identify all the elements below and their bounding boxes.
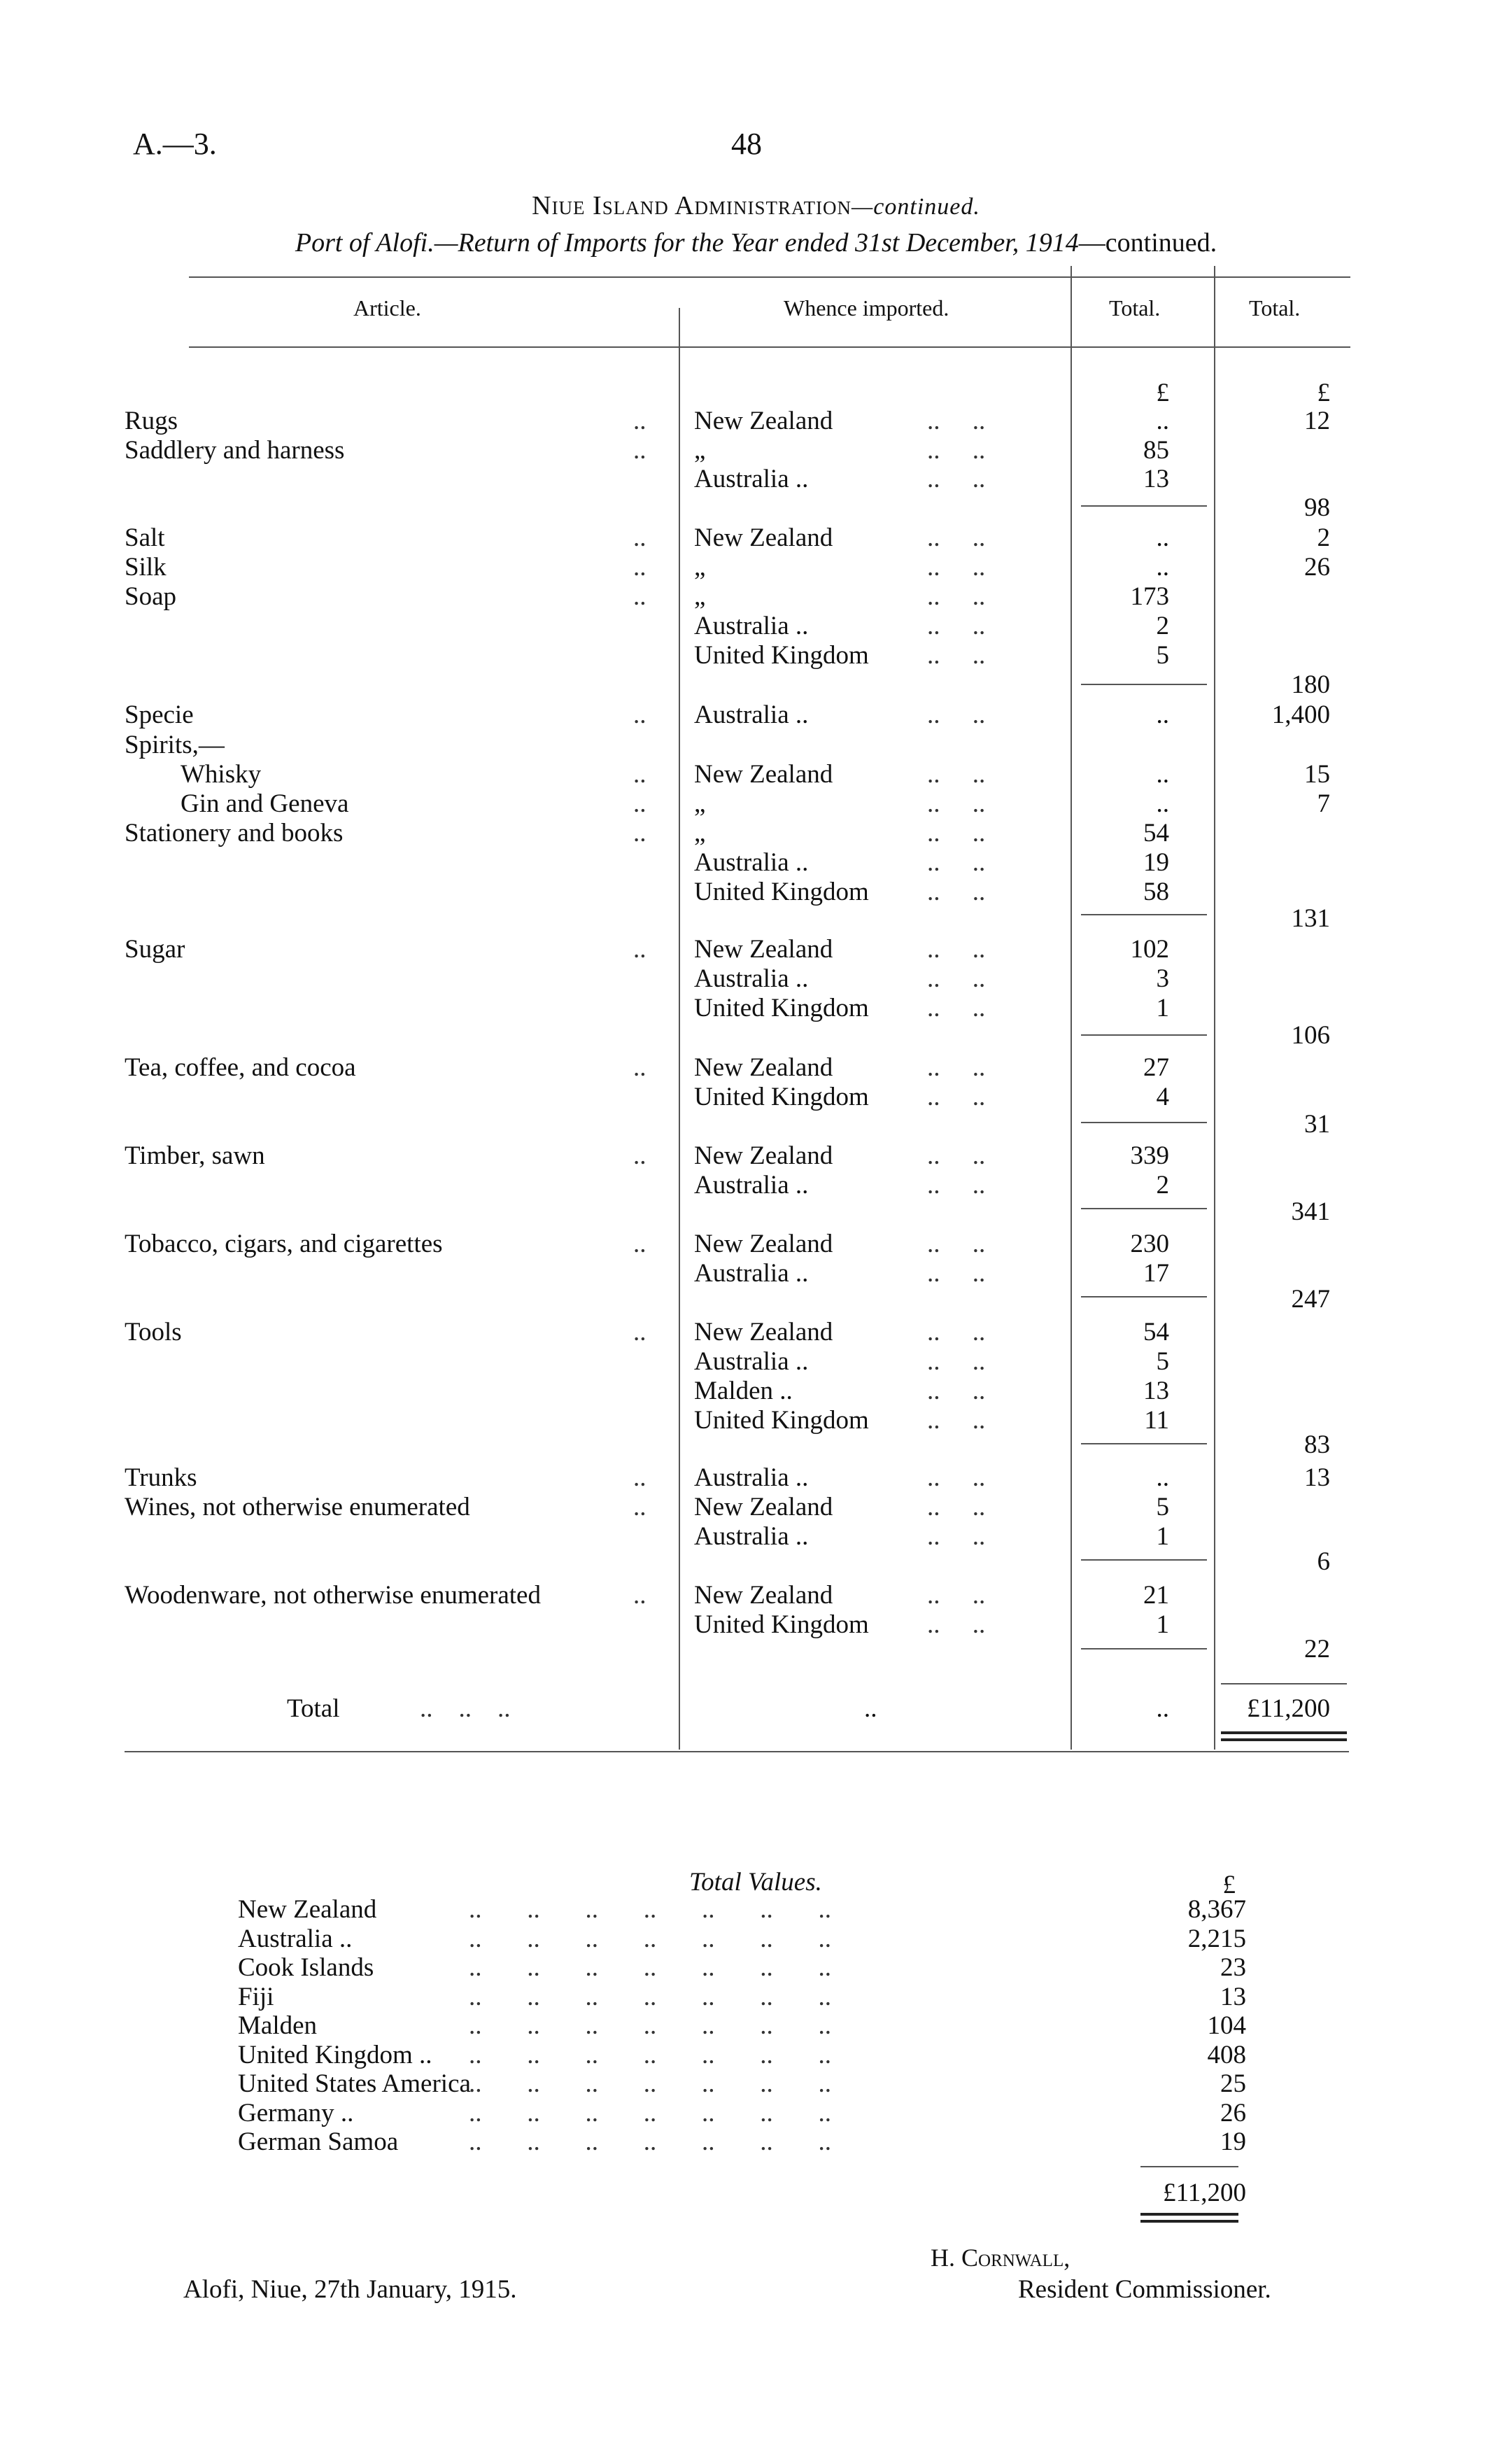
signatory-name [931,2243,1070,2272]
total-1-cell: 4 [1156,1083,1169,1111]
whence-cell: United Kingdom [694,641,869,670]
table-row [0,789,1512,817]
leader-dots: .. .. [927,1406,986,1435]
total-1-cell: 173 [1130,582,1169,611]
leader-dots: .. .. [927,878,986,906]
total-1-cell: 339 [1130,1141,1169,1170]
whence-cell: Australia .. [694,1259,809,1288]
total-1-cell: .. [1156,407,1169,435]
whence-cell: Australia .. [694,1463,809,1492]
country-value: 25 [1220,2069,1246,2098]
total-1-cell: 1 [1156,1610,1169,1639]
page-number: 48 [731,127,762,161]
table-row [0,1229,1512,1257]
table-row [0,464,1512,492]
article-cell: Soap [125,582,176,611]
leader-dots: .. .. [927,582,986,611]
subtotal-row [0,1284,1512,1312]
total-1-cell: 27 [1143,1053,1169,1082]
leader-dots: .. .. [927,612,986,640]
leader-dots: .. .. [927,760,986,789]
total-1-cell: .. [1156,523,1169,552]
whence-cell: New Zealand [694,1318,833,1346]
table-row [0,759,1512,787]
leader-dots: .. .. [927,523,986,552]
article-cell: Saddlery and harness [125,436,345,465]
administration-title [0,190,1512,221]
total-values-currency-symbol: £ [1222,1871,1236,1899]
country-name: German Samoa [238,2127,399,2156]
total-values-row [0,1924,1512,1953]
country-value: 104 [1207,2011,1246,2040]
leader-dots: .. .. [927,1610,986,1639]
table-row [0,964,1512,992]
total-values-row [0,2069,1512,2098]
total-1-cell: 2 [1156,1171,1169,1200]
leader-dots: .. [633,1053,647,1082]
total-1-cell: .. [1156,1463,1169,1492]
leader-dots: .. .. .. .. .. .. .. [469,1953,831,1982]
total-values-row [0,1953,1512,1982]
table-row [0,1492,1512,1520]
grand-total-whence: .. [864,1694,877,1723]
whence-cell: New Zealand [694,1053,833,1082]
leader-dots: .. .. .. .. .. .. .. [469,2011,831,2040]
table-top-rule [189,276,1350,278]
whence-cell: United Kingdom [694,1406,869,1435]
leader-dots: .. .. [927,1141,986,1170]
total-2-cell: 26 [1304,553,1330,582]
total-1-cell: 5 [1156,1493,1169,1521]
country-name: United Kingdom .. [238,2040,432,2069]
leader-dots: .. .. [927,848,986,877]
whence-cell: New Zealand [694,1493,833,1521]
total-values-row [0,1982,1512,2011]
leader-dots: .. [633,760,647,789]
leader-dots: .. .. [927,994,986,1022]
grand-total-top-rule [1221,1683,1347,1684]
total-values-row [0,1894,1512,1924]
whence-cell: New Zealand [694,523,833,552]
whence-cell: United Kingdom [694,1610,869,1639]
leader-dots: .. [633,701,647,729]
total-values-row [0,2098,1512,2127]
leader-dots: .. .. [927,701,986,729]
leader-dots: .. .. [927,1259,986,1288]
table-row [0,1580,1512,1608]
leader-dots: .. .. [927,1463,986,1492]
subtotal-value: 180 [1291,670,1330,699]
table-row [0,611,1512,639]
article-cell: Tobacco, cigars, and cigarettes [125,1230,443,1258]
whence-cell: „ [694,553,706,582]
subtotal-value: 6 [1317,1547,1330,1576]
total-values-double-rule [1140,2213,1238,2216]
article-cell: Stationery and books [125,819,344,847]
total-2-cell: 12 [1304,407,1330,435]
leader-dots: .. [633,789,647,818]
table-row [0,523,1512,551]
country-name: Cook Islands [238,1953,374,1982]
subtotal-row [0,1547,1512,1575]
table-row [0,1258,1512,1286]
total-1-cell: 17 [1143,1259,1169,1288]
article-cell: Tools [125,1318,182,1346]
total-1-cell: .. [1156,760,1169,789]
total-2-cell: 13 [1304,1463,1330,1492]
return-title-continued: —continued. [1078,228,1217,258]
subtotal-value: 106 [1291,1021,1330,1050]
leader-dots: .. .. .. .. .. .. .. [469,2098,831,2127]
header-bottom-rule [189,346,1350,348]
table-row [0,1346,1512,1374]
table-row [0,934,1512,962]
leader-dots: .. .. [927,407,986,435]
table-row [0,1170,1512,1198]
table-row [0,406,1512,434]
country-value: 23 [1220,1953,1246,1982]
article-cell: Rugs [125,407,178,435]
country-value: 8,367 [1187,1895,1246,1924]
total-2-cell: 15 [1304,760,1330,789]
whence-cell: New Zealand [694,407,833,435]
table-row [0,847,1512,875]
leader-dots: .. [633,1581,647,1610]
leader-dots: .. [633,1463,647,1492]
column-header-whence: Whence imported. [784,295,949,321]
subtotal-value: 247 [1291,1285,1330,1314]
whence-cell: „ [694,436,706,465]
signatory-title: Resident Commissioner. [1018,2275,1271,2304]
total-2-cell: 2 [1317,523,1330,552]
table-row [0,993,1512,1021]
table-row [0,1376,1512,1404]
leader-dots: .. .. [927,1053,986,1082]
leader-dots: .. .. [927,436,986,465]
subtotal-value: 31 [1304,1110,1330,1139]
article-cell: Specie [125,701,194,729]
return-title-italic: Port of Alofi.—Return of Imports for the Year ended 31st December, 1914 [295,228,1079,258]
total-1-cell: 58 [1143,878,1169,906]
total-1-cell: 230 [1130,1230,1169,1258]
leader-dots: .. .. [927,465,986,493]
whence-cell: Australia .. [694,1171,809,1200]
total-values-title: Total Values. [689,1868,822,1897]
place-and-date: Alofi, Niue, 27th January, 1915. [183,2275,517,2304]
leader-dots: .. [633,436,647,465]
article-cell: Woodenware, not otherwise enumerated [125,1581,541,1610]
country-value: 19 [1220,2127,1246,2156]
leader-dots: .. [633,582,647,611]
article-cell: Sugar [125,935,185,964]
leader-dots: .. .. [927,1318,986,1346]
total-1-cell: 102 [1130,935,1169,964]
country-name: Germany .. [238,2098,354,2127]
table-row [0,1610,1512,1638]
column-header-total-1: Total. [1109,295,1161,321]
whence-cell: Australia .. [694,1347,809,1376]
leader-dots: .. .. [927,553,986,582]
whence-cell: New Zealand [694,935,833,964]
table-bottom-rule [125,1751,1349,1752]
total-1-cell: 3 [1156,964,1169,993]
whence-cell: United Kingdom [694,878,869,906]
leader-dots: .. .. [927,1171,986,1200]
total-1-cell: .. [1156,701,1169,729]
total-2-cell: 7 [1317,789,1330,818]
document-reference: A.—3. [133,127,217,161]
leader-dots: .. .. [927,935,986,964]
leader-dots: .. [633,553,647,582]
title-main: Niue Island Administration [532,191,852,220]
total-1-cell: 11 [1144,1406,1169,1435]
grand-total-dots: .. .. .. [420,1694,511,1723]
table-row [0,1317,1512,1345]
subtotal-row [0,1109,1512,1137]
whence-cell: Australia .. [694,1522,809,1551]
grand-total-value: £11,200 [1247,1694,1330,1723]
whence-cell: Australia .. [694,701,809,729]
country-value: 26 [1220,2098,1246,2127]
leader-dots: .. .. [927,1347,986,1376]
subtotal-row [0,1197,1512,1225]
whence-cell: „ [694,819,706,847]
table-row [0,640,1512,668]
total-1-cell: 1 [1156,994,1169,1022]
subtotal-value: 83 [1304,1430,1330,1459]
total-1-cell: 85 [1143,436,1169,465]
total-values-row [0,2040,1512,2069]
grand-total-label: Total [287,1694,340,1723]
whence-cell: United Kingdom [694,1083,869,1111]
table-row [0,730,1512,758]
subtotal-value: 22 [1304,1635,1330,1663]
country-value: 13 [1220,1982,1246,2011]
article-cell: Salt [125,523,165,552]
leader-dots: .. [633,1141,647,1170]
whence-cell: Australia .. [694,612,809,640]
article-cell: Gin and Geneva [181,789,349,818]
leader-dots: .. .. [927,641,986,670]
total-1-cell: 21 [1143,1581,1169,1610]
table-row [0,700,1512,728]
grand-total-t1: .. [1156,1694,1169,1723]
country-name: Fiji [238,1982,274,2011]
total-1-cell: .. [1156,789,1169,818]
whence-cell: New Zealand [694,1581,833,1610]
table-row [0,582,1512,610]
table-row [0,818,1512,846]
table-row [0,1463,1512,1491]
leader-dots: .. .. [927,964,986,993]
article-cell: Wines, not otherwise enumerated [125,1493,470,1521]
leader-dots: .. .. .. .. .. .. .. [469,2040,831,2069]
grand-total-double-rule [1221,1738,1347,1741]
total-2-cell: 1,400 [1271,701,1330,729]
whence-cell: Australia .. [694,848,809,877]
total-values-total-row [0,2178,1512,2207]
leader-dots: .. .. [927,1230,986,1258]
leader-dots: .. .. .. .. .. .. .. [469,1895,831,1924]
total-values-double-rule [1140,2220,1238,2223]
country-name: Malden [238,2011,318,2040]
article-cell: Spirits,— [125,731,225,759]
subtotal-row [0,1634,1512,1662]
whence-cell: United Kingdom [694,994,869,1022]
country-value: 408 [1207,2040,1246,2069]
title-continued: —continued. [852,194,980,220]
country-name: New Zealand [238,1895,377,1924]
total-1-cell: 2 [1156,612,1169,640]
total-1-cell: 13 [1143,465,1169,493]
subtotal-value: 98 [1304,493,1330,522]
article-cell: Whisky [181,760,262,789]
total-values-total: £11,200 [1163,2179,1246,2207]
whence-cell: Malden .. [694,1377,793,1405]
leader-dots: .. [633,1230,647,1258]
leader-dots: .. .. [927,1522,986,1551]
whence-cell: Australia .. [694,465,809,493]
leader-dots: .. .. [927,789,986,818]
grand-total-double-rule [1221,1731,1347,1734]
whence-cell: New Zealand [694,760,833,789]
whence-cell: New Zealand [694,1230,833,1258]
total-1-cell: 5 [1156,641,1169,670]
return-title [0,227,1512,258]
subtotal-row [0,1430,1512,1458]
whence-cell: „ [694,582,706,611]
table-row [0,435,1512,463]
total-values-rule [1140,2166,1238,2167]
whence-cell: Australia .. [694,964,809,993]
country-value: 2,215 [1187,1924,1246,1953]
currency-row [0,378,1512,406]
leader-dots: .. .. .. .. .. .. .. [469,2069,831,2098]
table-row [0,877,1512,905]
column-header-total-2: Total. [1249,295,1301,321]
subtotal-row [0,670,1512,698]
leader-dots: .. .. .. .. .. .. .. [469,2127,831,2156]
total-1-cell: 19 [1143,848,1169,877]
subtotal-value: 131 [1291,904,1330,933]
country-name: United States America [238,2069,471,2098]
total-1-cell: 54 [1143,819,1169,847]
leader-dots: .. .. [927,1377,986,1405]
total-values-row [0,2127,1512,2156]
leader-dots: .. [633,407,647,435]
leader-dots: .. [633,1493,647,1521]
total-1-cell: 13 [1143,1377,1169,1405]
column-header-article: Article. [353,295,421,321]
leader-dots: .. .. [927,1493,986,1521]
country-name: Australia .. [238,1924,353,1953]
currency-symbol-total-1: £ [1156,379,1169,407]
subtotal-row [0,1020,1512,1048]
total-values-row [0,2011,1512,2040]
subtotal-row [0,493,1512,521]
subtotal-row [0,903,1512,931]
article-cell: Timber, sawn [125,1141,265,1170]
leader-dots: .. .. [927,1581,986,1610]
leader-dots: .. .. [927,819,986,847]
total-1-cell: 5 [1156,1347,1169,1376]
signatory-name-text: H. Cornwall, [931,2244,1071,2272]
table-row [0,1141,1512,1169]
article-cell: Silk [125,553,167,582]
total-1-cell: .. [1156,553,1169,582]
table-row [0,552,1512,580]
grand-total-row [0,1694,1512,1722]
whence-cell: New Zealand [694,1141,833,1170]
whence-cell: „ [694,789,706,818]
table-row [0,1082,1512,1110]
leader-dots: .. [633,935,647,964]
table-row [0,1405,1512,1433]
article-cell: Trunks [125,1463,197,1492]
total-1-cell: 1 [1156,1522,1169,1551]
table-row [0,1521,1512,1549]
leader-dots: .. .. [927,1083,986,1111]
subtotal-value: 341 [1291,1197,1330,1226]
total-1-cell: 54 [1143,1318,1169,1346]
leader-dots: .. [633,1318,647,1346]
currency-symbol-total-2: £ [1317,379,1330,407]
leader-dots: .. [633,819,647,847]
leader-dots: .. [633,523,647,552]
table-row [0,1053,1512,1081]
article-cell: Tea, coffee, and cocoa [125,1053,356,1082]
leader-dots: .. .. .. .. .. .. .. [469,1924,831,1953]
leader-dots: .. .. .. .. .. .. .. [469,1982,831,2011]
